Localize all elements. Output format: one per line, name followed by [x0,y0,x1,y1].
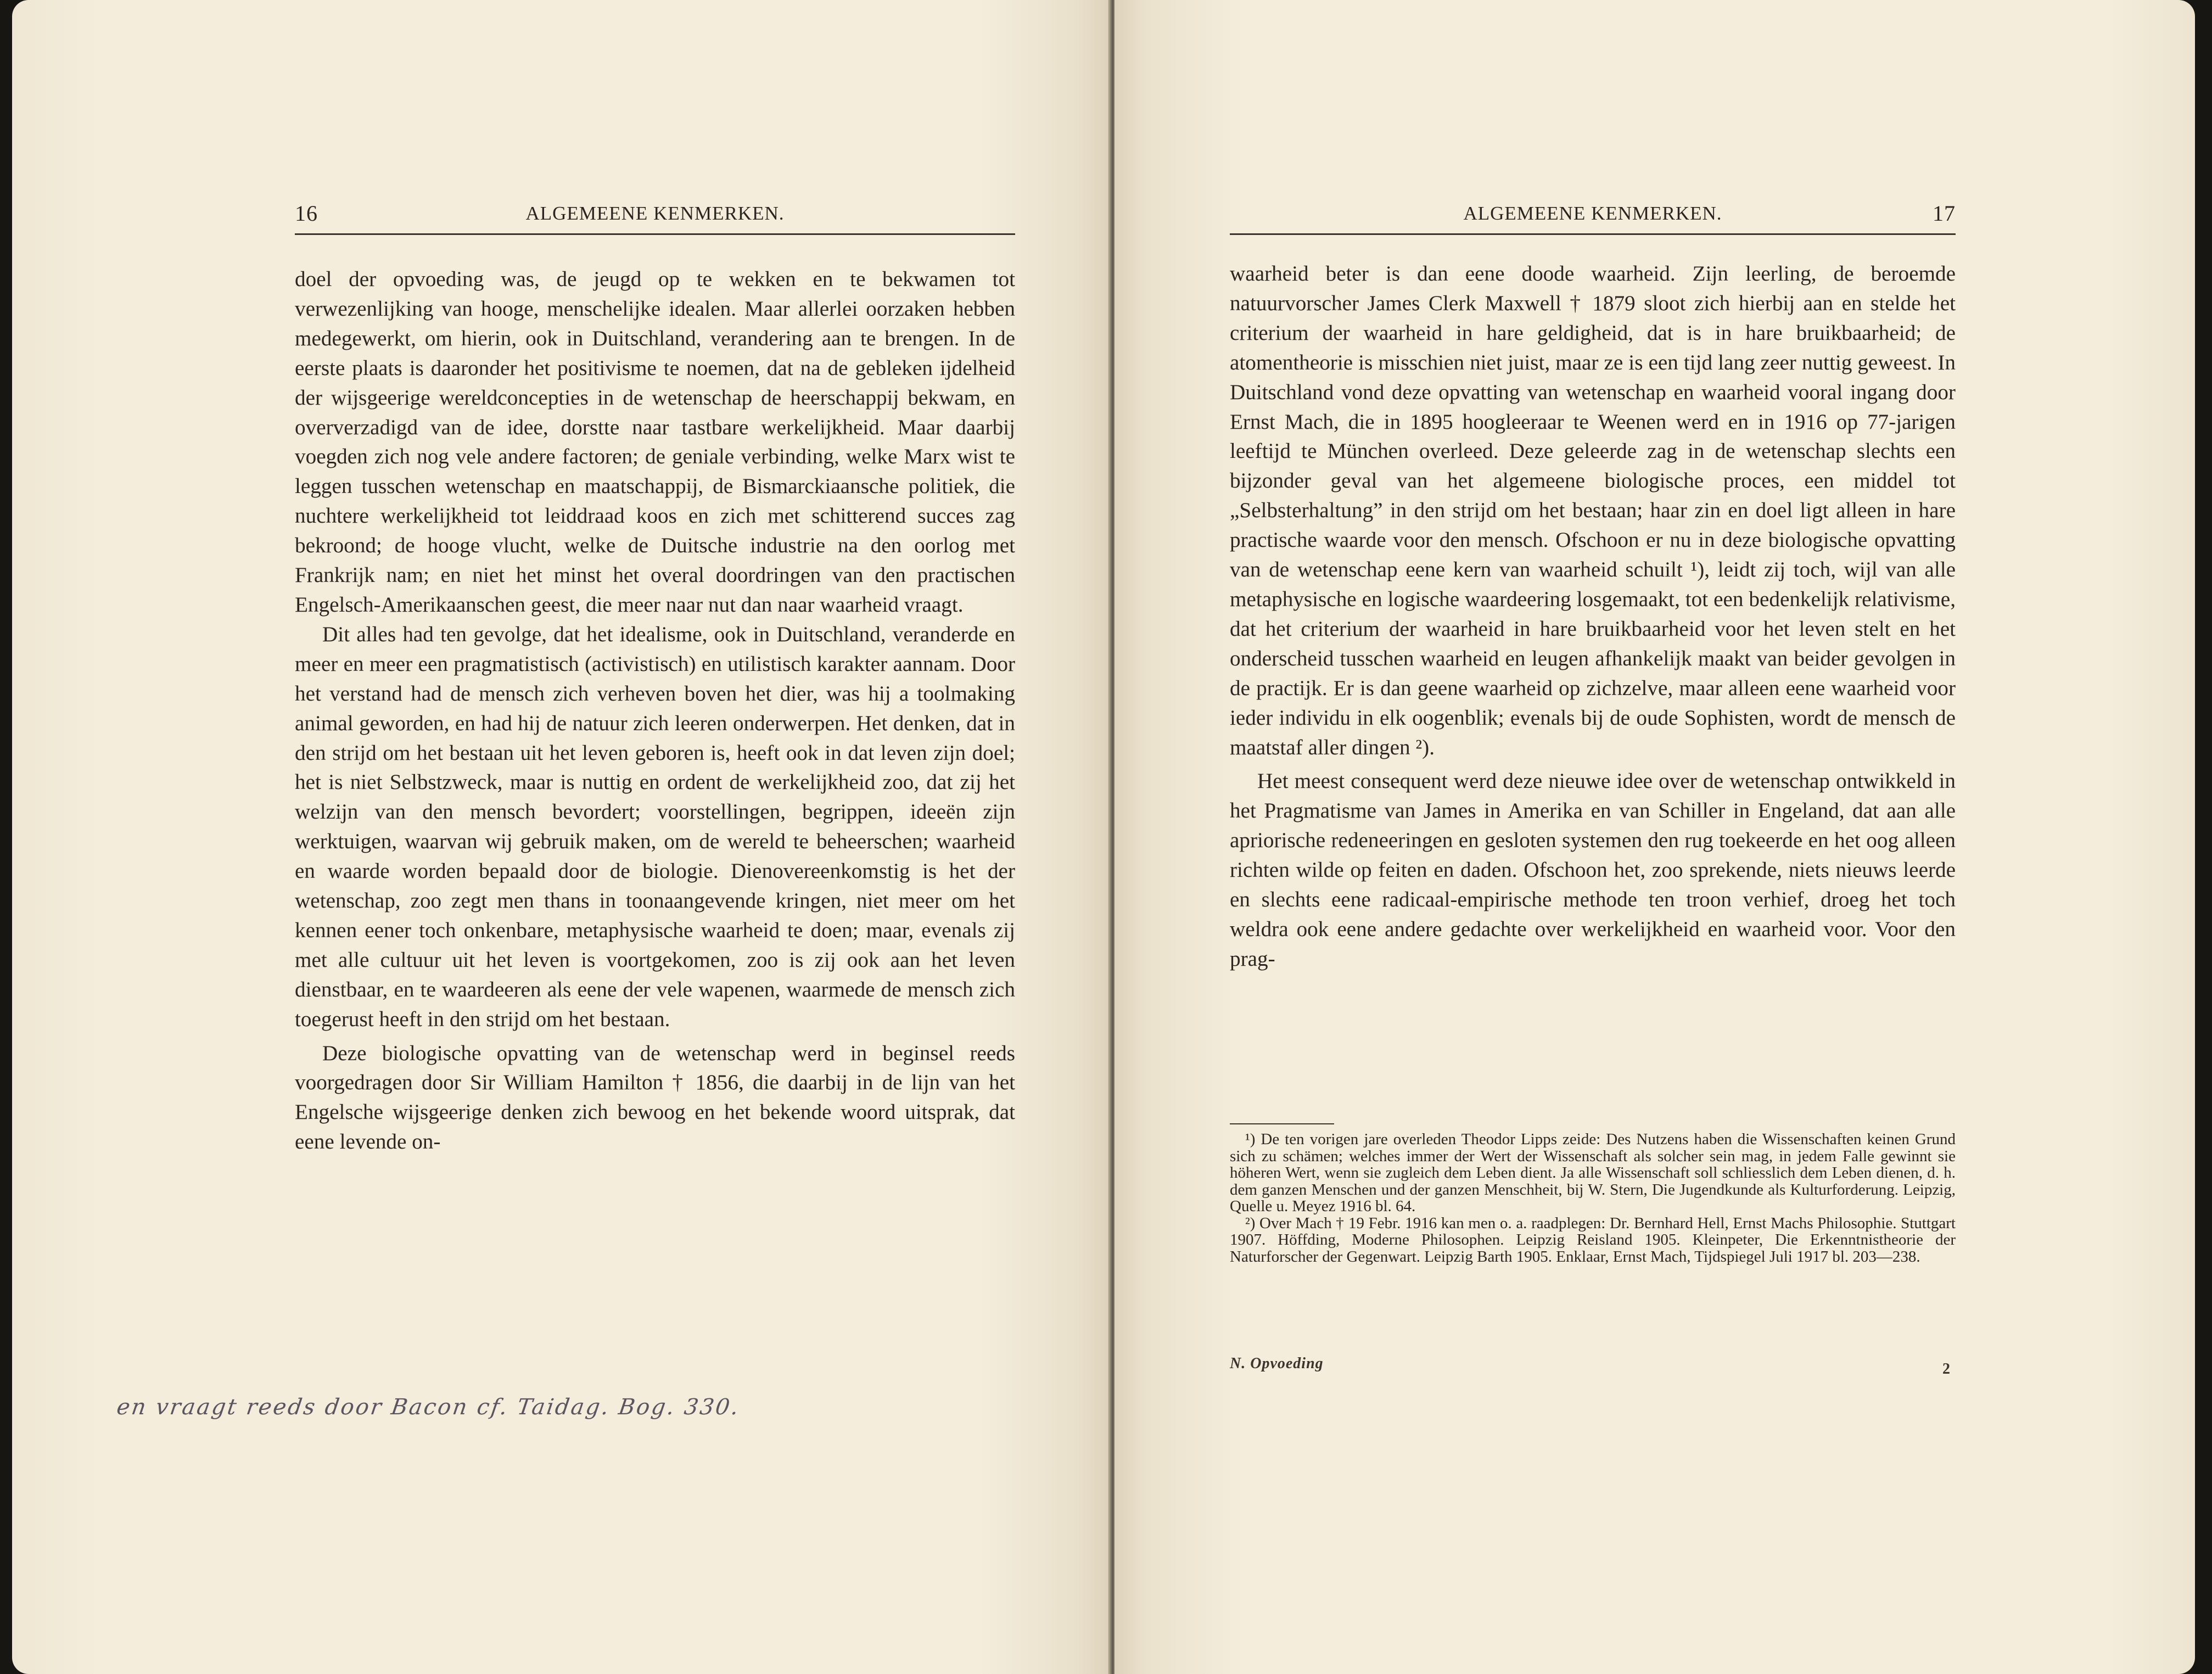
left-page [12,0,1110,1674]
signature-mark: N. Opvoeding [1230,1355,1324,1372]
footnote-2: ²) Over Mach † 19 Febr. 1916 kan men o. a. raadplegen: Dr. Bernhard Hell, Ernst Machs Philosophie. Stuttgart 1907. Höffding, Moderne Philosophen. Leipzig Reisland 1905. Kleinpeter, Die Erkenntnistheorie der Naturforscher der Gegenwart. Leipzig Barth 1905. Enklaar, Ernst Mach, Tijdspiegel Juli 1917 bl. 203—238. [1230,1214,1956,1266]
right-running-head: ALGEMEENE KENMERKEN. [1463,203,1722,224]
right-page [1115,0,2195,1674]
right-paragraph-2: Het meest consequent werd deze nieuwe idee over de wetenschap ontwikkeld in het Pragmatisme van James in Amerika en van Schiller in Engeland, dat aan alle apriorische redeneeringen en gesloten systemen den rug toekeerde en het oog alleen richten wilde op feiten en daden. Ofschoon het, zoo sprekende, niets nieuws leerde en slechts eene radicaal-empirische methode ten troon verhief, droeg het toch weldra ook eene andere gedachte over werkelijkheid en waarheid voor. Voor den prag- [1230,769,1956,971]
left-page-number: 16 [295,201,318,226]
left-paragraph-2: Dit alles had ten gevolge, dat het idealisme, ook in Duitschland, veranderde en meer en meer een pragmatistisch (activistisch) en utilistisch karakter aannam. Door het verstand had de mensch zich verheven boven het dier, was hij a toolmaking animal geworden, en had hij de natuur zich leeren onderwerpen. Het denken, dat in den strijd om het bestaan uit het leven geboren is, heeft ook in dat leven zijn doel; het is niet Selbstzweck, maar is nuttig en ordent de werkelijkheid zoo, dat zij het welzijn van den mensch bevordert; voorstellingen, begrippen, ideeën zijn werktuigen, waarvan wij gebruik maken, om de wereld te beheerschen; waarheid en waarde worden bepaald door de biologie. Dienovereenkomstig is het der wetenschap, zoo zegt men thans in toonaangevende kringen, niet meer om het kennen eener toch onkenbare, metaphysische waarheid te doen; maar, evenals zij met alle cultuur uit het leven is voortgekomen, zoo is zij ook aan het leven dienstbaar, en te waardeeren als eene der vele wapenen, waarmede de mensch zich toegerust heeft in den strijd om het bestaan. [295,622,1015,1031]
left-body-text [295,265,1015,1157]
left-page-header [295,200,1015,235]
signature-number: 2 [1942,1361,1950,1378]
left-running-head: ALGEMEENE KENMERKEN. [525,203,785,224]
footnote-rule [1230,1123,1334,1124]
footnote-1: ¹) De ten vorigen jare overleden Theodor Lipps zeide: Des Nutzens haben die Wissenschaften keinen Grund sich zu schämen; welches immer der Wert der Wissenschaft als solcher sein mag, in jedem Falle gewinnt sie höheren Wert, wenn sie zugleich dem Leben dient. Ja alle Wissenschaft soll schliesslich dem Leben dienen, d. h. dem ganzen Menschen und der ganzen Menschheit, bij W. Stern, Die Jugendkunde als Kulturforderung. Leipzig, Quelle u. Meyez 1916 bl. 64. [1230,1130,1956,1215]
right-paragraph-1: waarheid beter is dan eene doode waarheid. Zijn leerling, de beroemde natuurvorscher James Clerk Maxwell † 1879 sloot zich hierbij aan en stelde het criterium der waarheid in hare geldigheid, dat is in hare bruikbaarheid; de atomentheorie is misschien niet juist, maar ze is een tijd lang zeer nuttig geweest. In Duitschland vond deze opvatting van wetenschap en waarheid vooral ingang door Ernst Mach, die in 1895 hoogleeraar te Weenen werd en in 1916 op 77-jarigen leeftijd te München overleed. Deze geleerde zag in de wetenschap slechts een bijzonder geval van het algemeene biologische proces, een middel tot „Selbsterhaltung” in den strijd om het bestaan; haar zin en doel ligt alleen in hare practische waarde voor den mensch. Ofschoon er nu in deze biologische opvatting van de wetenschap eene kern van waarheid schuilt ¹), leidt zij toch, wijl van alle metaphysische en logische waardeering losgemaakt, tot een bedenkelijk relativisme, dat het criterium der waarheid in hare bruikbaarheid voor het leven stelt en het onderscheid tusschen waarheid en leugen afhankelijk maakt van beider gevolgen in de practijk. Er is dan geene waarheid op zichzelve, maar alleen eene waarheid voor ieder individu in elk oogenblik; evenals bij de oude Sophisten, wordt de mensch de maatstaf aller dingen ²). [1230,262,1956,759]
footnotes [1230,1131,1956,1265]
left-paragraph-3: Deze biologische opvatting van de wetenschap werd in beginsel reeds voorgedragen door Sir William Hamilton † 1856, die daarbij in de lijn van het Engelsche wijsgeerige denken zich bewoog en het bekende woord uitsprak, dat eene levende on- [295,1041,1015,1154]
handwritten-annotation: en vraagt reeds door Bacon cf. Taidag. Bog. 330. [115,1395,742,1420]
right-page-header [1230,200,1956,235]
right-page-number: 17 [1933,201,1956,226]
left-paragraph-1: doel der opvoeding was, de jeugd op te wekken en te bekwamen tot verwezenlijking van hooge, menschelijke idealen. Maar allerlei oorzaken hebben medegewerkt, om hierin, ook in Duitschland, verandering aan te brengen. In de eerste plaats is daaronder het positivisme te noemen, dat na de gebleken ijdelheid der wijsgeerige wereldconcepties in de wetenschap de heerschappij bekwam, en oververzadigd van de idee, dorstte naar tastbare werkelijkheid. Maar daarbij voegden zich nog vele andere factoren; de geniale verbinding, welke Marx wist te leggen tusschen wetenschap en maatschappij, de Bismarckiaansche politiek, die nuchtere werkelijkheid tot leiddraad koos en zich met schitterend succes zag bekroond; de hooge vlucht, welke de Duitsche industrie na den oorlog met Frankrijk nam; en niet het minst het overal doordringen van den practischen Engelsch-Amerikaanschen geest, die meer naar nut dan naar waarheid vraagt. [295,267,1015,617]
right-body-text [1230,259,1956,974]
